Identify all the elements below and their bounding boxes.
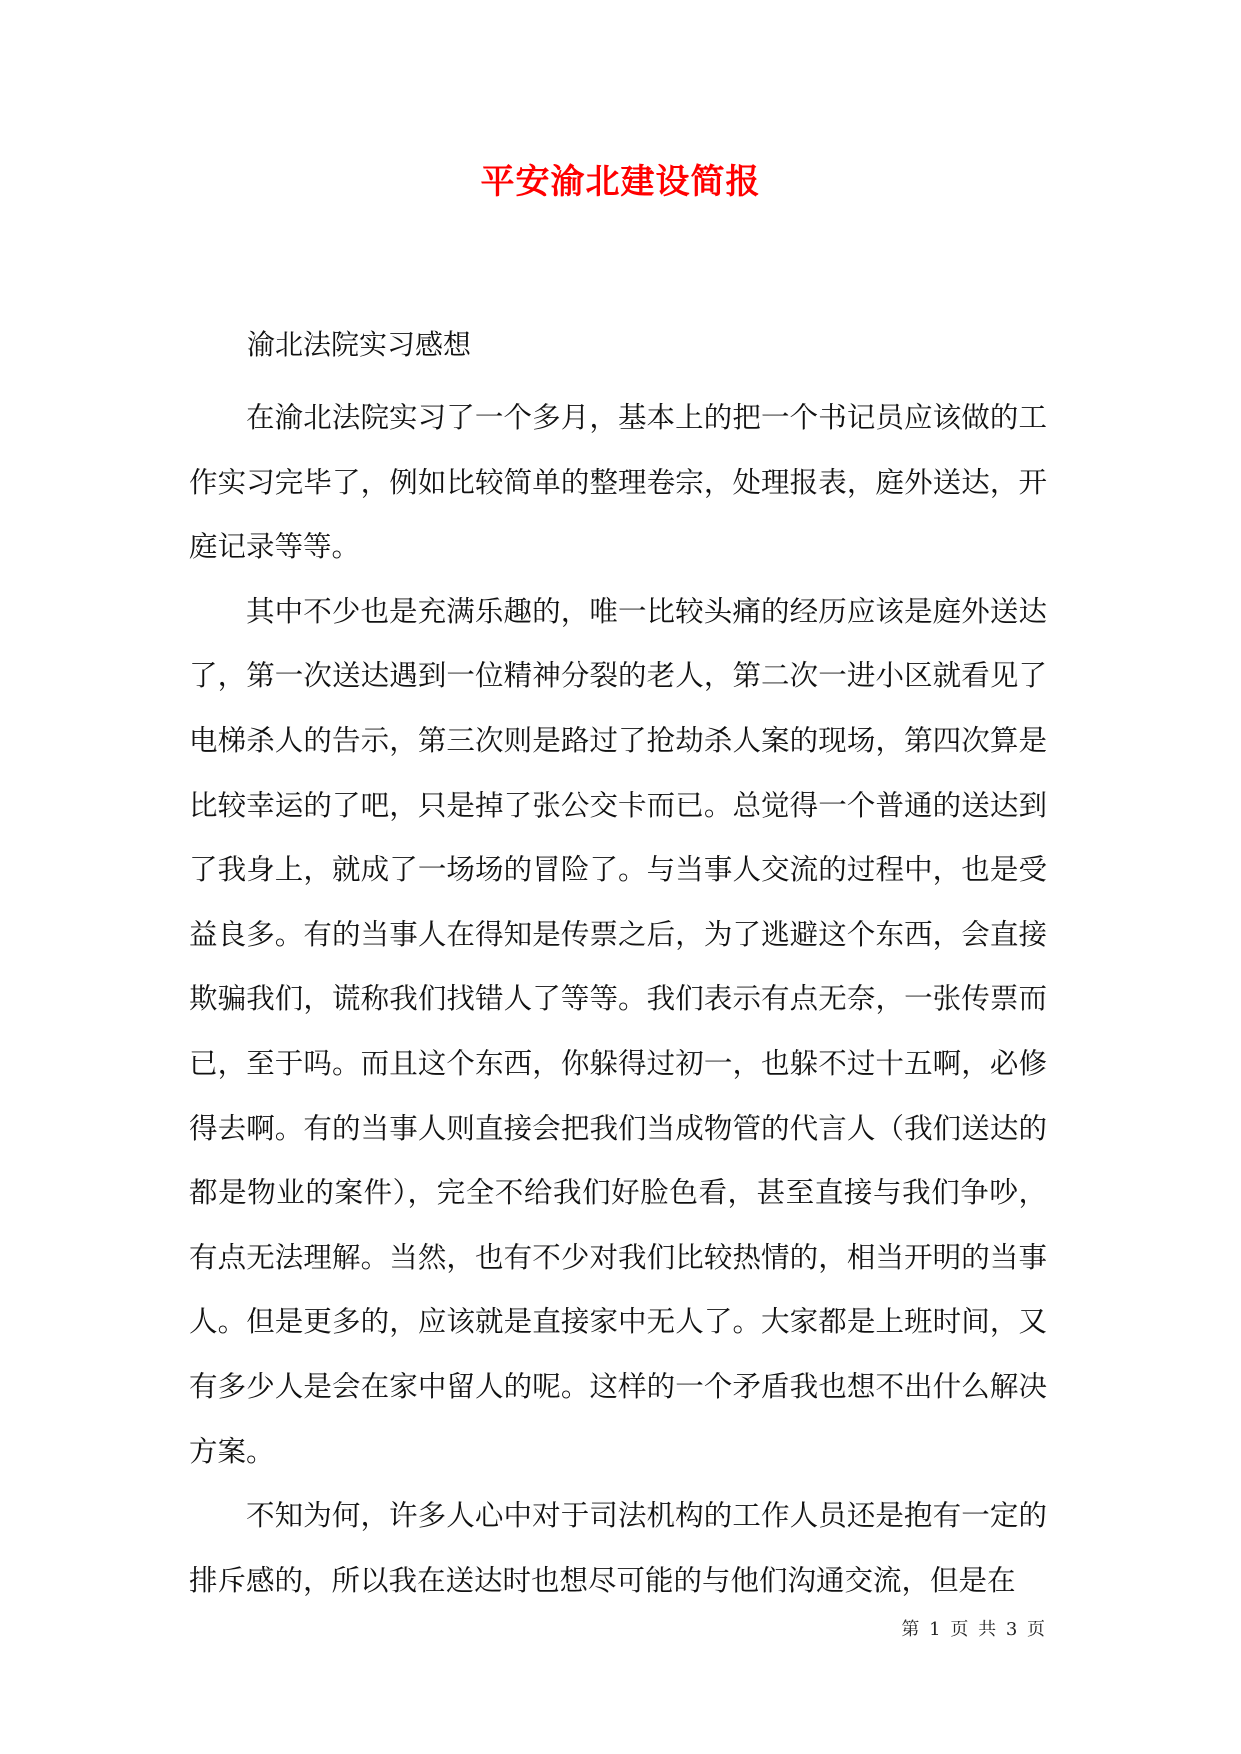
footer-suffix: 页 bbox=[1027, 1619, 1047, 1640]
footer-prefix: 第 bbox=[901, 1619, 922, 1640]
paragraph-2: 其中不少也是充满乐趣的，唯一比较头痛的经历应该是庭外送达了，第一次送达遇到一位精神分裂的老人，第二次一进小区就看见了电梯杀人的告示，第三次则是路过了抢劫杀人案的现场，第四次算是比较幸运的了吧，只是掉了张公交卡而已。总觉得一个普通的送达到了我身上，就成了一场场的冒险了。与当事人交流的过程中，也是受益良多。有的当事人在得知是传票之后，为了逃避这个东西，会直接欺骗我们，谎称我们找错人了等等。我们表示有点无奈，一张传票而已，至于吗。而且这个东西，你躲得过初一，也躲不过十五啊，必修得去啊。有的当事人则直接会把我们当成物管的代言人（我们送达的都是物业的案件），完全不给我们好脸色看，甚至直接与我们争吵，有点无法理解。当然，也有不少对我们比较热情的，相当开明的当事人。但是更多的，应该就是直接家中无人了。大家都是上班时间，又有多少人是会在家中留人的呢。这样的一个矛盾我也想不出什么解决方案。 bbox=[189, 594, 1047, 1468]
page-footer bbox=[901, 1618, 1047, 1642]
document-title: 平安渝北建设简报 bbox=[480, 162, 761, 202]
paragraph-1: 在渝北法院实习了一个多月，基本上的把一个书记员应该做的工作实习完毕了，例如比较简单的整理卷宗，处理报表，庭外送达，开庭记录等等。 bbox=[189, 401, 1047, 564]
document-body bbox=[189, 386, 1047, 1613]
footer-current-page: 1 bbox=[929, 1619, 943, 1640]
footer-middle: 页 共 bbox=[950, 1619, 999, 1640]
paragraph-3: 不知为何，许多人心中对于司法机构的工作人员还是抱有一定的排斥感的，所以我在送达时也想尽可能的与他们沟通交流，但是在 bbox=[189, 1499, 1047, 1597]
footer-total-pages: 3 bbox=[1005, 1619, 1020, 1640]
document-subtitle: 渝北法院实习感想 bbox=[247, 328, 472, 361]
